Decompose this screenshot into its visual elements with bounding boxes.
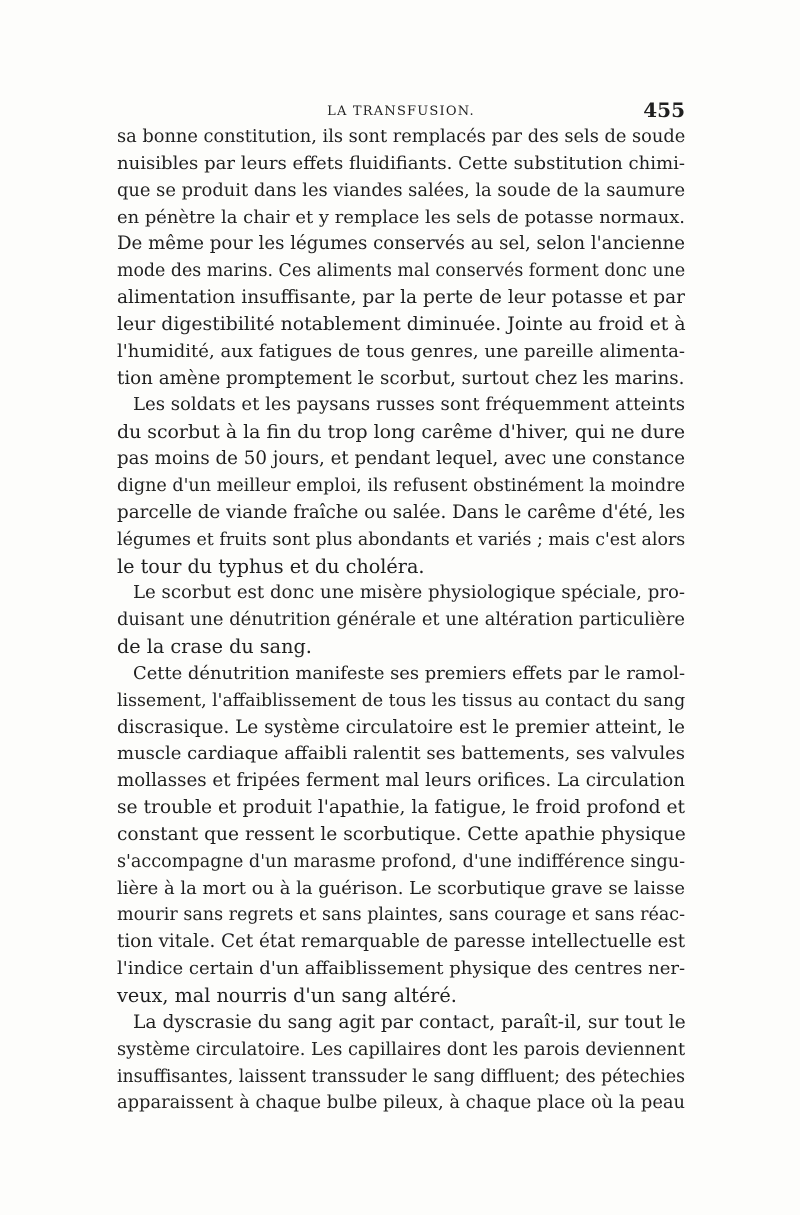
text-line: nuisibles par leurs effets fluidifiants. Cette substitution chimi- (117, 152, 685, 174)
text-line: Cette dénutrition manifeste ses premiers effets par le ramol- (133, 662, 686, 684)
text-line: alimentation insuffisante, par la perte de leur potasse et par (117, 287, 685, 309)
text-line: le tour du typhus et du choléra. (117, 554, 425, 578)
running-title: LA TRANSFUSION. (327, 104, 475, 119)
text-line: pas moins de 50 jours, et pendant lequel, avec une constance (117, 448, 685, 470)
text-line: système circulatoire. Les capillaires dont les parois deviennent (117, 1039, 686, 1060)
text-line: du scorbut à la fin du trop long carême d'hiver, qui ne dure (117, 421, 685, 444)
text-line: mourir sans regrets et sans plaintes, sans courage et sans réac- (117, 905, 685, 926)
text-line: parcelle de viande fraîche ou salée. Dans le carême d'été, les (117, 501, 686, 523)
text-line: l'humidité, aux fatigues de tous genres, une pareille alimenta- (117, 340, 685, 362)
text-line: Le scorbut est donc une misère physiologique spéciale, pro- (133, 582, 685, 604)
text-line: apparaissent à chaque bulbe pileux, à chaque place où la peau (117, 1092, 685, 1114)
text-line: lière à la mort ou à la guérison. Le scorbutique grave se laisse (117, 877, 685, 899)
text-line: tion amène promptement le scorbut, surtout chez les marins. (117, 367, 685, 389)
text-line: mollasses et fripées ferment mal leurs orifices. La circulation (117, 770, 685, 792)
text-line: veux, mal nourris d'un sang altéré. (117, 984, 457, 1007)
text-line: discrasique. Le système circulatoire est le premier atteint, le (117, 716, 685, 738)
text-line: de la crase du sang. (117, 635, 312, 659)
text-line: s'accompagne d'un marasme profond, d'une indifférence singu- (117, 851, 686, 872)
text-line: lissement, l'affaiblissement de tous les tissus au contact du sang (117, 690, 686, 711)
text-line: leur digestibilité notablement diminuée. Jointe au froid et à (117, 313, 686, 335)
page-number: 455 (643, 98, 685, 122)
body-text (117, 124, 685, 1117)
text-line: sa bonne constitution, ils sont remplacés par des sels de soude (117, 126, 686, 147)
text-line: Les soldats et les paysans russes sont fréquemment atteints (133, 394, 685, 416)
text-line: en pénètre la chair et y remplace les sels de potasse normaux. (117, 206, 685, 228)
text-line: digne d'un meilleur emploi, ils refusent obstinément la moindre (117, 475, 685, 496)
text-line: tion vitale. Cet état remarquable de paresse intellectuelle est (117, 931, 686, 953)
text-line: que se produit dans les viandes salées, la soude de la saumure (117, 179, 686, 201)
text-line: constant que ressent le scorbutique. Cette apathie physique (117, 823, 686, 845)
text-line: De même pour les légumes conservés au sel, selon l'ancienne (117, 233, 685, 255)
text-line: l'indice certain d'un affaiblissement physique des centres ner- (117, 958, 686, 980)
text-line: muscle cardiaque affaibli ralentit ses battements, ses valvules (117, 743, 685, 765)
text-line: se trouble et produit l'apathie, la fatigue, le froid profond et (117, 797, 685, 819)
text-line: La dyscrasie du sang agit par contact, paraît-il, sur tout le (133, 1011, 686, 1033)
text-line: insuffisantes, laissent transsuder le sang diffluent; des pétechies (117, 1066, 685, 1087)
text-line: légumes et fruits sont plus abondants et variés ; mais c'est alors (117, 529, 686, 550)
page-header (117, 96, 685, 126)
text-line: mode des marins. Ces aliments mal conservés forment donc une (117, 261, 686, 282)
text-line: duisant une dénutrition générale et une altération particulière (117, 609, 685, 631)
